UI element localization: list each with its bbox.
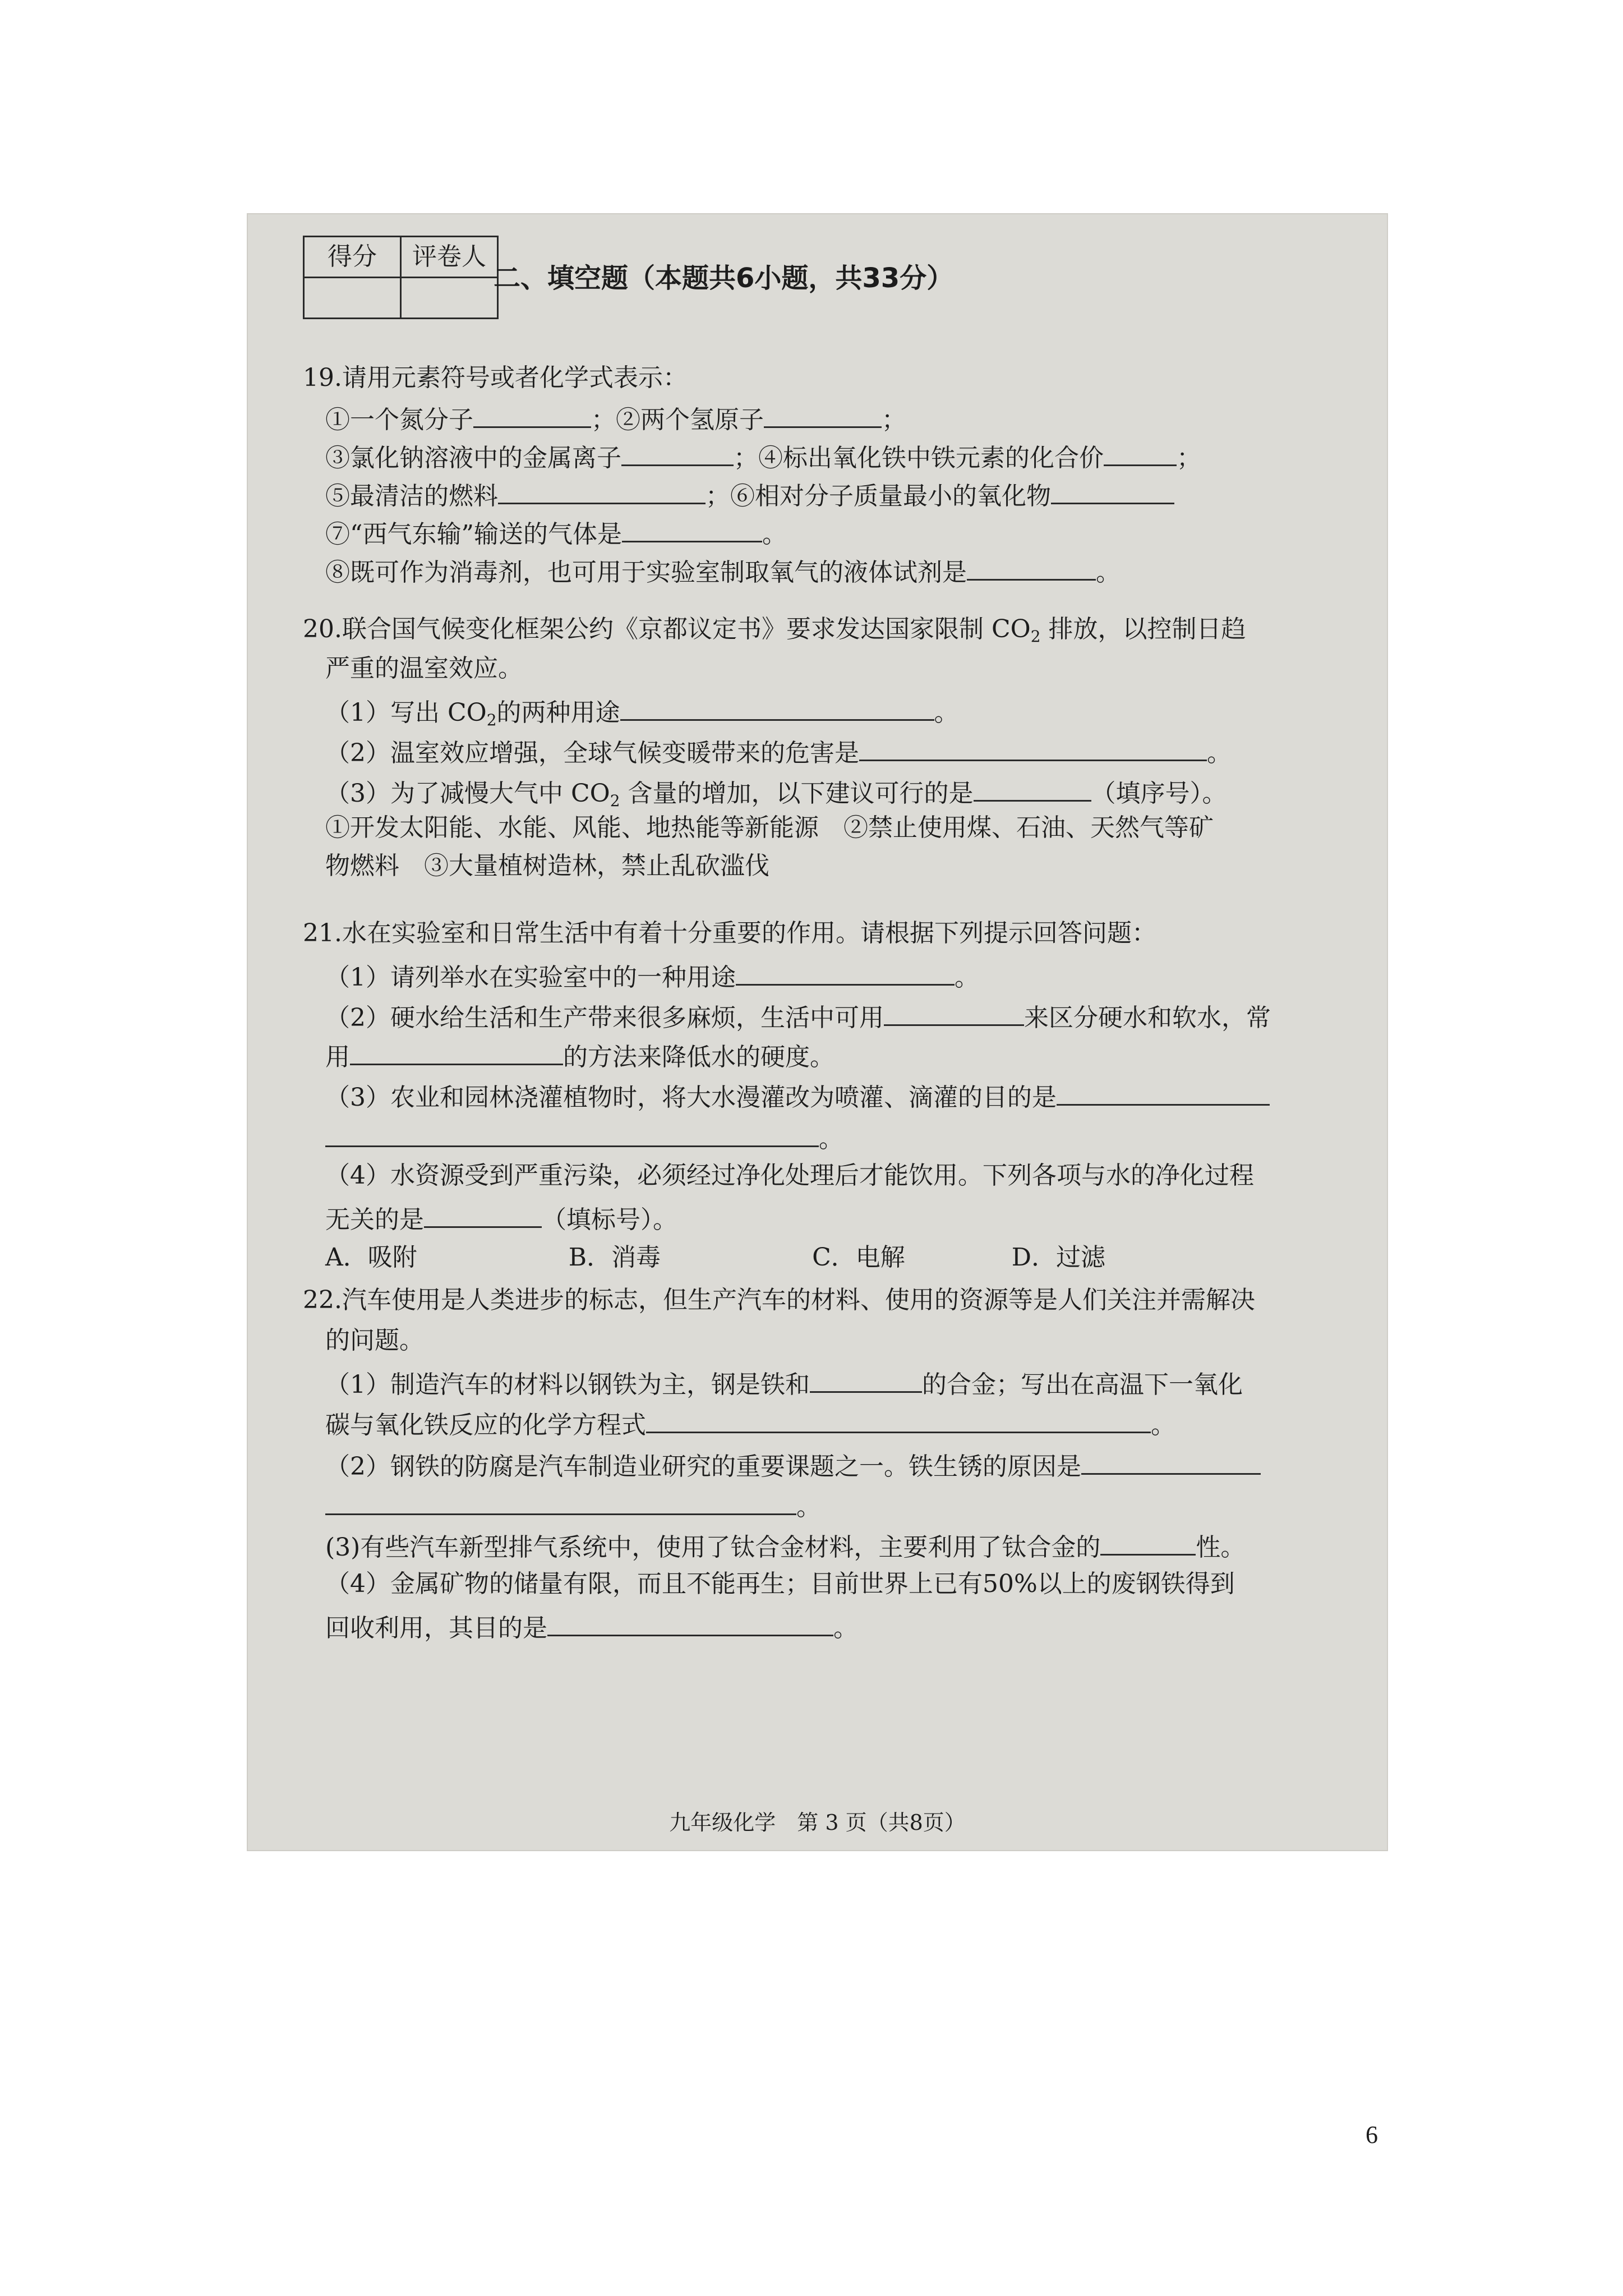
q19-stem: 19.请用元素符号或者化学式表示：	[303, 364, 688, 392]
answer-blank[interactable]	[1057, 1082, 1270, 1106]
q22-stem-1: 22.汽车使用是人类进步的标志，但生产汽车的材料、使用的资源等是人们关注并需解决	[303, 1286, 1255, 1314]
answer-blank[interactable]	[1081, 1451, 1261, 1475]
q22-part-1: （1）制造汽车的材料以钢铁为主，钢是铁和 的合金；写出在高温下一氧化	[325, 1369, 1243, 1397]
answer-blank[interactable]	[884, 1002, 1024, 1026]
q20-options-1: ①开发太阳能、水能、风能、地热能等新能源 ②禁止使用煤、石油、天然气等矿	[325, 813, 1214, 842]
q20-part-3: （3）为了减慢大气中 $CO_2$ 含量的增加，以下建议可行的是 （填序号）。	[325, 777, 1227, 809]
answer-blank[interactable]	[736, 961, 955, 986]
section-title: 二、填空题（本题共6小题，共33分）	[494, 263, 954, 294]
answer-blank[interactable]	[1104, 442, 1177, 466]
answer-blank[interactable]	[424, 1204, 542, 1228]
q20-part-1: （1）写出 $CO_2$的两种用途 。	[325, 697, 959, 728]
answer-blank[interactable]	[764, 404, 882, 428]
answer-blank[interactable]	[622, 518, 762, 542]
q21-part-2b: 用 的方法来降低水的硬度。	[325, 1041, 834, 1070]
option-c: C．电解	[812, 1243, 905, 1272]
answer-blank[interactable]	[325, 1491, 796, 1515]
q22-part-1b: 碳与氧化铁反应的化学方程式 。	[325, 1409, 1175, 1438]
answer-blank[interactable]	[547, 1612, 833, 1636]
q20-part-2: （2）温室效应增强，全球气候变暖带来的危害是 。	[325, 737, 1232, 766]
q22-part-3: (3)有些汽车新型排气系统中，使用了钛合金材料，主要利用了钛合金的 性。	[325, 1531, 1245, 1560]
q20-stem-2: 严重的温室效应。	[325, 654, 523, 683]
answer-blank[interactable]	[325, 1123, 819, 1147]
q21-part-4b: 无关的是 （填标号）。	[325, 1204, 677, 1232]
q19-line-3: ⑤最清洁的燃料 ；⑥相对分子质量最小的氧化物	[325, 480, 1174, 509]
answer-blank[interactable]	[498, 480, 706, 504]
answer-blank[interactable]	[1100, 1531, 1196, 1556]
grader-cell	[401, 278, 498, 319]
answer-blank[interactable]	[350, 1041, 563, 1065]
score-header: 得分	[304, 237, 401, 278]
q22-stem-2: 的问题。	[325, 1326, 424, 1355]
q19-line-1: ①一个氮分子 ；②两个氢原子 ；	[325, 404, 906, 432]
q22-part-4b: 回收利用，其目的是 。	[325, 1612, 858, 1641]
q22-part-2b: 。	[325, 1491, 821, 1520]
answer-blank[interactable]	[621, 442, 734, 466]
q20-options-2: 物燃料 ③大量植树造林，禁止乱砍滥伐	[325, 852, 769, 880]
q19-line-5: ⑧既可作为消毒剂，也可用于实验室制取氧气的液体试剂是 。	[325, 556, 1121, 585]
q21-stem: 21.水在实验室和日常生活中有着十分重要的作用。请根据下列提示回答问题：	[303, 919, 1156, 947]
answer-blank[interactable]	[810, 1369, 922, 1393]
q21-part-1: （1）请列举水在实验室中的一种用途 。	[325, 961, 979, 990]
answer-blank[interactable]	[473, 404, 591, 428]
q19-line-2: ③氯化钠溶液中的金属离子 ；④标出氧化铁中铁元素的化合价 ；	[325, 442, 1201, 471]
score-table	[303, 236, 499, 319]
answer-blank[interactable]	[1051, 480, 1174, 504]
q21-part-2: （2）硬水给生活和生产带来很多麻烦，生活中可用 来区分硬水和软水，常	[325, 1002, 1271, 1030]
score-cell	[304, 278, 401, 319]
exam-content	[247, 213, 1388, 1851]
page-number: 6	[1366, 2121, 1378, 2148]
exam-footer: 九年级化学 第 3 页（共8页）	[669, 1810, 966, 1835]
option-a: A．吸附	[325, 1243, 417, 1272]
grader-header: 评卷人	[401, 237, 498, 278]
option-d: D．过滤	[1011, 1243, 1106, 1272]
q21-part-3: （3）农业和园林浇灌植物时，将大水漫灌改为喷灌、滴灌的目的是	[325, 1082, 1270, 1110]
q22-part-2: （2）钢铁的防腐是汽车制造业研究的重要课题之一。铁生锈的原因是	[325, 1451, 1261, 1479]
q20-stem-1: 20.联合国气候变化框架公约《京都议定书》要求发达国家限制 $CO_2$ 排放，以控制日趋	[303, 615, 1246, 646]
q19-line-4: ⑦“西气东输”输送的气体是 。	[325, 518, 787, 547]
q21-part-3b: 。	[325, 1123, 843, 1152]
answer-blank[interactable]	[859, 737, 1207, 761]
answer-blank[interactable]	[967, 556, 1096, 581]
answer-blank[interactable]	[620, 697, 934, 721]
option-b: B．消毒	[568, 1243, 661, 1272]
answer-blank[interactable]	[646, 1409, 1151, 1433]
q22-part-4: （4）金属矿物的储量有限，而且不能再生；目前世界上已有50%以上的废钢铁得到	[325, 1570, 1235, 1598]
scanned-exam-page	[247, 213, 1388, 1851]
answer-blank[interactable]	[974, 777, 1091, 802]
q21-part-4: （4）水资源受到严重污染，必须经过净化处理后才能饮用。下列各项与水的净化过程	[325, 1161, 1254, 1190]
q21-options	[325, 1245, 1105, 1270]
